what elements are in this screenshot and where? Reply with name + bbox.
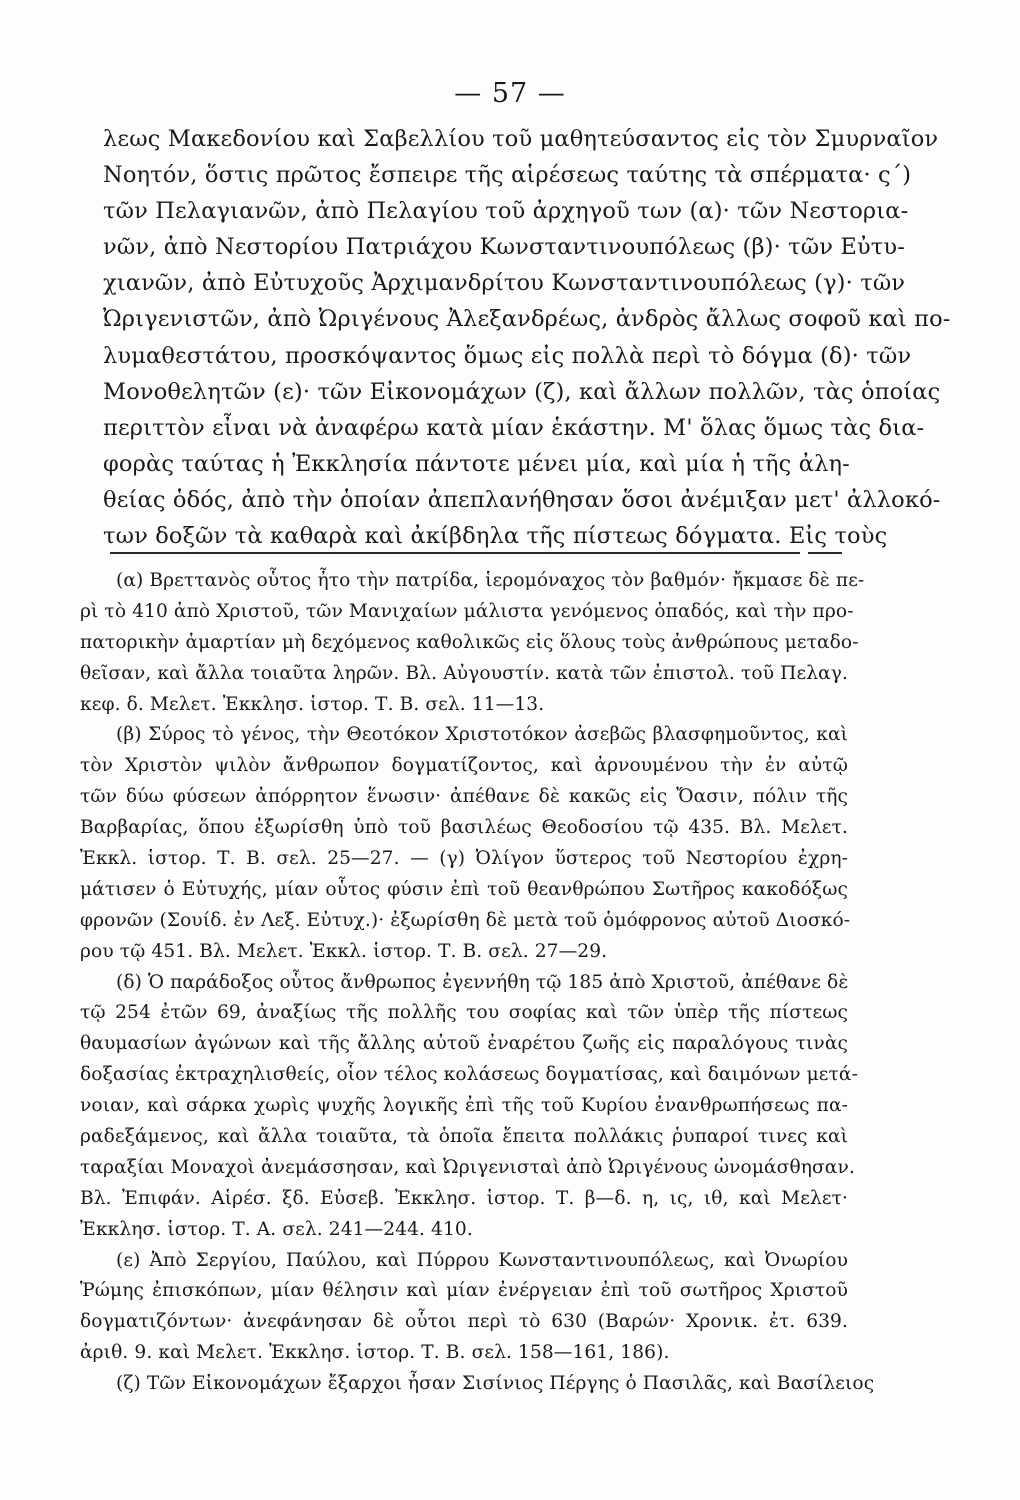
footnote-line: (β) Σύρος τὸ γένος, τὴν Θεοτόκον Χριστοτόκον ἀσεβῶς βλασφημοῦντος, καὶ (116, 724, 848, 746)
footnote-line: (ε) Ἀπὸ Σεργίου, Παύλου, καὶ Πύρρου Κωνσταντινουπόλεως, καὶ Ὀνωρίου (116, 1249, 848, 1271)
footnote-line: ρου τῷ 451. Βλ. Μελετ. Ἐκκλ. ἱστορ. Τ. Β. σελ. 27—29. (80, 940, 608, 962)
footnote-divider-tail (808, 552, 842, 554)
main-text-line: περιττὸν εἶναι νὰ ἀναφέρω κατὰ μίαν ἑκάστην. Μ' ὅλας ὅμως τὰς δια- (103, 414, 925, 441)
main-text-line: νῶν, ἀπὸ Νεστορίου Πατριάχου Κωνσταντινουπόλεως (β)· τῶν Εὐτυ- (103, 234, 905, 261)
main-text-line: θείας ὁδός, ἀπὸ τὴν ὁποίαν ἀπεπλανήθησαν ὅσοι ἀνέμιξαν μετ' ἀλλοκό- (103, 486, 941, 513)
footnote-line: μάτισεν ὁ Εὐτυχής, μίαν οὗτος φύσιν ἐπὶ τοῦ θεανθρώπου Σωτῆρος κακοδόξως (80, 878, 848, 900)
footnote-line: τῷ 254 ἐτῶν 69, ἀναξίως τῆς πολλῆς του σοφίας καὶ τῶν ὑπὲρ τῆς πίστεως (80, 1002, 848, 1024)
footnote-line: (ζ) Τῶν Εἰκονομάχων ἔξαρχοι ἦσαν Σισίνιος Πέργης ὁ Πασιλᾶς, καὶ Βασίλειος (116, 1373, 875, 1395)
main-text-line: Ὠριγενιστῶν, ἀπὸ Ὠριγένους Ἀλεξανδρέως, ἀνδρὸς ἄλλως σοφοῦ καὶ πο- (103, 306, 951, 333)
footnote-line: Ῥώμης ἐπισκόπων, μίαν θέλησιν καὶ μίαν ἐνέργειαν ἐπὶ τοῦ σωτῆρος Χριστοῦ (80, 1280, 848, 1302)
main-text-block (103, 121, 951, 554)
footnote-line: (α) Βρεττανὸς οὗτος ἦτο τὴν πατρίδα, ἱερομόναχος τὸν βαθμόν· ἤκμασε δὲ πε- (116, 570, 865, 591)
footnote-line: νοιαν, καὶ σάρκα χωρὶς ψυχῆς λογικῆς ἐπὶ τῆς τοῦ Κυρίου ἐνανθρωπήσεως πα- (80, 1095, 848, 1117)
footnote-line: ρὶ τὸ 410 ἀπὸ Χριστοῦ, τῶν Μανιχαίων μάλιστα γενόμενος ὀπαδός, καὶ τὴν προ- (80, 600, 854, 622)
main-text-line: Νοητόν, ὅστις πρῶτος ἔσπειρε τῆς αἱρέσεως ταύτης τὰ σπέρματα· ς΄) (103, 162, 912, 189)
footnote-line: πατορικὴν ἁμαρτίαν μὴ δεχόμενος καθολικῶς εἰς ὅλους τοὺς ἀνθρώπους μεταδο- (80, 631, 859, 653)
footnote-line: Βαρβαρίας, ὅπου ἐξωρίσθη ὑπὸ τοῦ βασιλέως Θεοδοσίου τῷ 435. Βλ. Μελετ. (80, 817, 848, 839)
footnote-line: ταραξίαι Μοναχοὶ ἀνεμάσσησαν, καὶ Ὠριγενισταὶ ἀπὸ Ὠριγένους ὠνομάσθησαν. (80, 1156, 855, 1178)
footnotes-block (80, 566, 875, 1400)
main-text-line: λεως Μακεδονίου καὶ Σαβελλίου τοῦ μαθητεύσαντος εἰς τὸν Σμυρναῖον (103, 126, 939, 152)
footnote-line: δογματιζόντων· ἀνεφάνησαν δὲ οὗτοι περὶ τὸ 630 (Βαρών· Χρονικ. ἐτ. 639. (80, 1311, 848, 1333)
footnote-line: φρονῶν (Σουίδ. ἐν Λεξ. Εὐτυχ.)· ἐξωρίσθη δὲ μετὰ τοῦ ὁμόφρονος αὐτοῦ Διοσκό- (80, 909, 851, 931)
main-text-line: φορὰς ταύτας ἡ Ἐκκλησία πάντοτε μένει μία, καὶ μία ἡ τῆς ἀλη- (103, 450, 850, 477)
footnote-line: (δ) Ὁ παράδοξος οὗτος ἄνθρωπος ἐγεννήθη τῷ 185 ἀπὸ Χριστοῦ, ἀπέθανε δὲ (116, 971, 849, 993)
main-text-line: των δοξῶν τὰ καθαρὰ καὶ ἀκίβδηλα τῆς πίστεως δόγματα. Εἰς τοὺς (103, 523, 888, 550)
footnote-line: δοξασίας ἐκτραχηλισθείς, οἷον τέλος κολάσεως δογματίσας, καὶ δαιμόνων μετά- (80, 1064, 858, 1086)
page-number: — 57 — (454, 78, 566, 109)
footnote-line: θεῖσαν, καὶ ἄλλα τοιαῦτα ληρῶν. Βλ. Αὐγουστίν. κατὰ τῶν ἐπιστολ. τοῦ Πελαγ. (80, 662, 848, 684)
footnote-line: Βλ. Ἐπιφάν. Αἱρέσ. ξδ. Εὐσεβ. Ἐκκλησ. ἱστορ. Τ. β—δ. η, ις, ιθ, καὶ Μελετ· (80, 1187, 848, 1209)
footnote-line: θαυμασίων ἀγώνων καὶ τῆς ἄλλης αὐτοῦ ἐναρέτου ζωῆς εἰς παραλόγους τινὰς (80, 1033, 848, 1055)
footnote-line: ἀριθ. 9. καὶ Μελετ. Ἐκκλησ. ἱστορ. Τ. Β. σελ. 158—161, 186). (80, 1342, 670, 1364)
footnote-line: Ἐκκλ. ἱστορ. Τ. Β. σελ. 25—27. — (γ) Ὀλίγον ὕστερος τοῦ Νεστορίου ἐχρη- (80, 848, 848, 870)
footnote-line: τὸν Χριστὸν ψιλὸν ἄνθρωπον δογματίζοντος, καὶ ἀρνουμένου τὴν ἐν αὐτῷ (80, 755, 848, 777)
footnote-divider (110, 552, 800, 554)
main-text-line: τῶν Πελαγιανῶν, ἀπὸ Πελαγίου τοῦ ἀρχηγοῦ των (α)· τῶν Νεστορια- (103, 198, 909, 225)
main-text-line: λυμαθεστάτου, προσκόψαντος ὅμως εἰς πολλὰ περὶ τὸ δόγμα (δ)· τῶν (103, 342, 912, 369)
footnote-line: Ἐκκλησ. ἱστορ. Τ. Α. σελ. 241—244. 410. (80, 1218, 473, 1240)
footnote-line: ραδεξάμενος, καὶ ἄλλα τοιαῦτα, τὰ ὁποῖα ἔπειτα πολλάκις ῥυπαροί τινες καὶ (80, 1126, 848, 1148)
main-text-line: χιανῶν, ἀπὸ Εὐτυχοῦς Ἀρχιμανδρίτου Κωνσταντινουπόλεως (γ)· τῶν (103, 270, 906, 297)
footnote-line: κεφ. δ. Μελετ. Ἐκκλησ. ἱστορ. Τ. Β. σελ. 11—13. (80, 693, 545, 715)
main-text-line: Μονοθελητῶν (ε)· τῶν Εἰκονομάχων (ζ), καὶ ἄλλων πολλῶν, τὰς ὁποίας (103, 378, 941, 405)
footnote-line: τῶν δύω φύσεων ἀπόρρητον ἕνωσιν· ἀπέθανε δὲ κακῶς εἰς Ὄασιν, πόλιν τῆς (80, 786, 848, 808)
